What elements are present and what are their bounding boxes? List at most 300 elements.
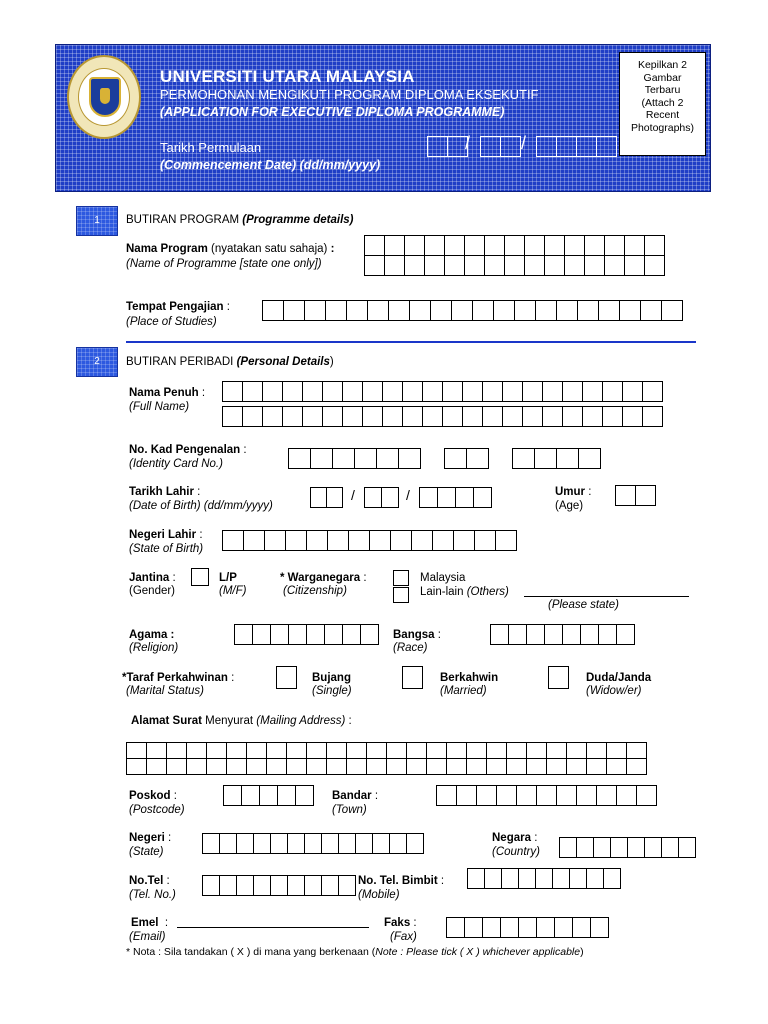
char-box[interactable]	[236, 875, 254, 896]
char-box[interactable]	[327, 530, 349, 551]
char-box[interactable]	[446, 742, 467, 759]
ic-number-part-2[interactable]	[444, 448, 488, 469]
char-box[interactable]	[490, 624, 509, 645]
char-box[interactable]	[252, 624, 271, 645]
char-box[interactable]	[635, 485, 656, 506]
char-box[interactable]	[619, 300, 641, 321]
char-box[interactable]	[277, 785, 296, 806]
char-box[interactable]	[372, 833, 390, 854]
place-of-study-boxes[interactable]	[262, 300, 682, 321]
char-box[interactable]	[642, 381, 663, 402]
char-box[interactable]	[146, 742, 167, 759]
char-box[interactable]	[382, 406, 403, 427]
char-box[interactable]	[422, 406, 443, 427]
char-box[interactable]	[466, 448, 489, 469]
char-box[interactable]	[464, 235, 485, 256]
dob-year-boxes[interactable]	[419, 487, 491, 508]
char-box[interactable]	[342, 381, 363, 402]
char-box[interactable]	[562, 624, 581, 645]
char-box[interactable]	[390, 530, 412, 551]
char-box[interactable]	[402, 381, 423, 402]
char-box[interactable]	[366, 758, 387, 775]
char-box[interactable]	[398, 448, 421, 469]
char-box[interactable]	[404, 255, 425, 276]
char-box[interactable]	[622, 381, 643, 402]
char-box[interactable]	[262, 381, 283, 402]
char-box[interactable]	[506, 758, 527, 775]
char-box[interactable]	[270, 624, 289, 645]
char-box[interactable]	[288, 448, 311, 469]
char-box[interactable]	[644, 837, 662, 858]
commencement-day-boxes[interactable]	[427, 136, 467, 157]
address-row-2[interactable]	[126, 758, 646, 775]
char-box[interactable]	[578, 448, 601, 469]
char-box[interactable]	[546, 742, 567, 759]
char-box[interactable]	[326, 758, 347, 775]
char-box[interactable]	[474, 530, 496, 551]
char-box[interactable]	[569, 868, 587, 889]
char-box[interactable]	[202, 875, 220, 896]
country-boxes[interactable]	[559, 837, 695, 858]
char-box[interactable]	[321, 833, 339, 854]
char-box[interactable]	[437, 487, 456, 508]
char-box[interactable]	[322, 381, 343, 402]
char-box[interactable]	[386, 758, 407, 775]
char-box[interactable]	[473, 487, 492, 508]
char-box[interactable]	[562, 381, 583, 402]
char-box[interactable]	[582, 381, 603, 402]
char-box[interactable]	[482, 381, 503, 402]
age-boxes[interactable]	[615, 485, 655, 506]
dob-day-boxes[interactable]	[310, 487, 342, 508]
char-box[interactable]	[524, 255, 545, 276]
char-box[interactable]	[246, 758, 267, 775]
char-box[interactable]	[436, 785, 457, 806]
char-box[interactable]	[367, 300, 389, 321]
birth-state-boxes[interactable]	[222, 530, 516, 551]
char-box[interactable]	[466, 758, 487, 775]
char-box[interactable]	[270, 833, 288, 854]
char-box[interactable]	[223, 785, 242, 806]
char-box[interactable]	[402, 406, 423, 427]
char-box[interactable]	[566, 758, 587, 775]
programme-row-2[interactable]	[364, 255, 664, 276]
char-box[interactable]	[524, 235, 545, 256]
char-box[interactable]	[242, 381, 263, 402]
char-box[interactable]	[222, 381, 243, 402]
char-box[interactable]	[544, 255, 565, 276]
char-box[interactable]	[362, 406, 383, 427]
full-name-row-2[interactable]	[222, 406, 662, 427]
dob-month-boxes[interactable]	[364, 487, 398, 508]
full-name-row-1[interactable]	[222, 381, 662, 402]
char-box[interactable]	[586, 758, 607, 775]
char-box[interactable]	[325, 300, 347, 321]
char-box[interactable]	[126, 758, 147, 775]
char-box[interactable]	[484, 868, 502, 889]
char-box[interactable]	[306, 758, 327, 775]
char-box[interactable]	[586, 868, 604, 889]
char-box[interactable]	[604, 235, 625, 256]
char-box[interactable]	[206, 742, 227, 759]
citizenship-malaysia-checkbox[interactable]	[393, 570, 409, 586]
char-box[interactable]	[542, 381, 563, 402]
char-box[interactable]	[593, 837, 611, 858]
char-box[interactable]	[338, 875, 356, 896]
char-box[interactable]	[526, 624, 545, 645]
char-box[interactable]	[577, 300, 599, 321]
char-box[interactable]	[226, 742, 247, 759]
char-box[interactable]	[346, 758, 367, 775]
char-box[interactable]	[287, 833, 305, 854]
char-box[interactable]	[495, 530, 517, 551]
char-box[interactable]	[444, 235, 465, 256]
char-box[interactable]	[493, 300, 515, 321]
char-box[interactable]	[482, 917, 501, 938]
char-box[interactable]	[286, 758, 307, 775]
address-row-1[interactable]	[126, 742, 646, 759]
char-box[interactable]	[482, 406, 503, 427]
char-box[interactable]	[364, 255, 385, 276]
char-box[interactable]	[535, 868, 553, 889]
married-checkbox[interactable]	[402, 666, 423, 689]
char-box[interactable]	[446, 758, 467, 775]
char-box[interactable]	[310, 448, 333, 469]
char-box[interactable]	[322, 406, 343, 427]
char-box[interactable]	[640, 300, 662, 321]
ic-number-part-1[interactable]	[288, 448, 420, 469]
char-box[interactable]	[234, 624, 253, 645]
char-box[interactable]	[424, 235, 445, 256]
char-box[interactable]	[295, 785, 314, 806]
char-box[interactable]	[615, 485, 636, 506]
char-box[interactable]	[556, 785, 577, 806]
char-box[interactable]	[603, 868, 621, 889]
char-box[interactable]	[604, 255, 625, 276]
char-box[interactable]	[166, 742, 187, 759]
char-box[interactable]	[580, 624, 599, 645]
char-box[interactable]	[586, 742, 607, 759]
char-box[interactable]	[536, 785, 557, 806]
char-box[interactable]	[286, 742, 307, 759]
char-box[interactable]	[241, 785, 260, 806]
char-box[interactable]	[382, 381, 403, 402]
char-box[interactable]	[246, 742, 267, 759]
char-box[interactable]	[506, 742, 527, 759]
char-box[interactable]	[484, 255, 505, 276]
char-box[interactable]	[464, 255, 485, 276]
char-box[interactable]	[472, 300, 494, 321]
char-box[interactable]	[326, 487, 343, 508]
char-box[interactable]	[324, 624, 343, 645]
ic-number-part-3[interactable]	[512, 448, 600, 469]
char-box[interactable]	[376, 448, 399, 469]
char-box[interactable]	[556, 300, 578, 321]
char-box[interactable]	[536, 917, 555, 938]
char-box[interactable]	[598, 300, 620, 321]
char-box[interactable]	[222, 530, 244, 551]
char-box[interactable]	[348, 530, 370, 551]
char-box[interactable]	[432, 530, 454, 551]
char-box[interactable]	[442, 406, 463, 427]
char-box[interactable]	[526, 742, 547, 759]
char-box[interactable]	[464, 917, 483, 938]
char-box[interactable]	[236, 833, 254, 854]
town-boxes[interactable]	[436, 785, 656, 806]
char-box[interactable]	[444, 448, 467, 469]
char-box[interactable]	[564, 255, 585, 276]
char-box[interactable]	[409, 300, 431, 321]
char-box[interactable]	[616, 624, 635, 645]
char-box[interactable]	[624, 235, 645, 256]
char-box[interactable]	[661, 300, 683, 321]
char-box[interactable]	[386, 742, 407, 759]
char-box[interactable]	[466, 742, 487, 759]
char-box[interactable]	[406, 742, 427, 759]
char-box[interactable]	[366, 742, 387, 759]
char-box[interactable]	[602, 406, 623, 427]
char-box[interactable]	[406, 833, 424, 854]
char-box[interactable]	[430, 300, 452, 321]
gender-option: L/P	[219, 572, 237, 584]
char-box[interactable]	[266, 742, 287, 759]
char-box[interactable]	[576, 837, 594, 858]
char-box[interactable]	[584, 235, 605, 256]
char-box[interactable]	[222, 406, 243, 427]
char-box[interactable]	[253, 875, 271, 896]
char-box[interactable]	[501, 868, 519, 889]
char-box[interactable]	[186, 742, 207, 759]
char-box[interactable]	[444, 255, 465, 276]
char-box[interactable]	[504, 255, 525, 276]
form-header	[55, 44, 711, 192]
char-box[interactable]	[644, 235, 665, 256]
char-box[interactable]	[146, 758, 167, 775]
char-box[interactable]	[355, 833, 373, 854]
char-box[interactable]	[590, 917, 609, 938]
char-box[interactable]	[360, 624, 379, 645]
char-box[interactable]	[346, 742, 367, 759]
char-box[interactable]	[598, 624, 617, 645]
char-box[interactable]	[535, 300, 557, 321]
char-box[interactable]	[566, 742, 587, 759]
char-box[interactable]	[388, 300, 410, 321]
char-box[interactable]	[219, 875, 237, 896]
citizenship-others-checkbox[interactable]	[393, 587, 409, 603]
char-box[interactable]	[504, 235, 525, 256]
char-box[interactable]	[606, 758, 627, 775]
char-box[interactable]	[486, 758, 507, 775]
commencement-month-boxes[interactable]	[480, 136, 520, 157]
char-box[interactable]	[500, 917, 519, 938]
char-box[interactable]	[287, 875, 305, 896]
char-box[interactable]	[622, 406, 643, 427]
char-box[interactable]	[442, 381, 463, 402]
char-box[interactable]	[243, 530, 265, 551]
char-box[interactable]	[406, 758, 427, 775]
char-box[interactable]	[288, 624, 307, 645]
char-box[interactable]	[584, 255, 605, 276]
char-box[interactable]	[542, 406, 563, 427]
char-box[interactable]	[554, 917, 573, 938]
char-box[interactable]	[219, 833, 237, 854]
char-box[interactable]	[624, 255, 645, 276]
char-box[interactable]	[346, 300, 368, 321]
char-box[interactable]	[462, 406, 483, 427]
char-box[interactable]	[242, 406, 263, 427]
char-box[interactable]	[270, 875, 288, 896]
char-box[interactable]	[516, 785, 537, 806]
programme-row-1[interactable]	[364, 235, 664, 256]
char-box[interactable]	[508, 624, 527, 645]
char-box[interactable]	[522, 406, 543, 427]
char-box[interactable]	[253, 833, 271, 854]
char-box[interactable]	[404, 235, 425, 256]
char-box[interactable]	[424, 255, 445, 276]
char-box[interactable]	[364, 487, 382, 508]
char-box[interactable]	[518, 868, 536, 889]
char-box[interactable]	[310, 487, 327, 508]
char-box[interactable]	[342, 406, 363, 427]
char-box[interactable]	[512, 448, 535, 469]
char-box[interactable]	[562, 406, 583, 427]
char-box[interactable]	[552, 868, 570, 889]
char-box[interactable]	[606, 742, 627, 759]
char-box[interactable]	[326, 742, 347, 759]
char-box[interactable]	[426, 742, 447, 759]
state-boxes[interactable]	[202, 833, 423, 854]
char-box[interactable]	[502, 381, 523, 402]
char-box[interactable]	[446, 917, 465, 938]
char-box[interactable]	[576, 785, 597, 806]
char-box[interactable]	[526, 758, 547, 775]
char-box[interactable]	[226, 758, 247, 775]
char-box[interactable]	[262, 300, 284, 321]
char-box[interactable]	[582, 406, 603, 427]
char-box[interactable]	[678, 837, 696, 858]
char-box[interactable]	[627, 837, 645, 858]
char-box[interactable]	[384, 255, 405, 276]
char-box[interactable]	[384, 235, 405, 256]
char-box[interactable]	[572, 917, 591, 938]
char-box[interactable]	[453, 530, 475, 551]
char-box[interactable]	[338, 833, 356, 854]
char-box[interactable]	[534, 448, 557, 469]
char-box[interactable]	[610, 837, 628, 858]
char-box[interactable]	[616, 785, 637, 806]
char-box[interactable]	[451, 300, 473, 321]
char-box[interactable]	[422, 381, 443, 402]
char-box[interactable]	[186, 758, 207, 775]
char-box[interactable]	[306, 624, 325, 645]
char-box[interactable]	[476, 785, 497, 806]
char-box[interactable]	[206, 758, 227, 775]
char-box[interactable]	[556, 448, 579, 469]
char-box[interactable]	[486, 742, 507, 759]
char-box[interactable]	[266, 758, 287, 775]
char-box[interactable]	[342, 624, 361, 645]
char-box[interactable]	[626, 742, 647, 759]
email-field[interactable]	[177, 927, 369, 928]
char-box[interactable]	[456, 785, 477, 806]
char-box[interactable]	[602, 381, 623, 402]
char-box[interactable]	[302, 381, 323, 402]
single-checkbox[interactable]	[276, 666, 297, 689]
char-box[interactable]	[411, 530, 433, 551]
char-box[interactable]	[381, 487, 399, 508]
widow-checkbox[interactable]	[548, 666, 569, 689]
char-box[interactable]	[514, 300, 536, 321]
char-box[interactable]	[484, 235, 505, 256]
char-box[interactable]	[259, 785, 278, 806]
gender-checkbox[interactable]	[191, 568, 209, 586]
char-box[interactable]	[522, 381, 543, 402]
char-box[interactable]	[626, 758, 647, 775]
char-box[interactable]	[304, 300, 326, 321]
char-box[interactable]	[502, 406, 523, 427]
char-box[interactable]	[426, 758, 447, 775]
char-box[interactable]	[362, 381, 383, 402]
fax-boxes[interactable]	[446, 917, 608, 938]
char-box[interactable]	[302, 406, 323, 427]
char-box[interactable]	[419, 487, 438, 508]
char-box[interactable]	[642, 406, 663, 427]
char-box[interactable]	[262, 406, 283, 427]
char-box[interactable]	[596, 785, 617, 806]
char-box[interactable]	[166, 758, 187, 775]
char-box[interactable]	[559, 837, 577, 858]
tel-boxes[interactable]	[202, 875, 355, 896]
char-box[interactable]	[661, 837, 679, 858]
char-box[interactable]	[546, 758, 567, 775]
citizenship-other-field[interactable]	[524, 596, 689, 597]
char-box[interactable]	[304, 875, 322, 896]
char-box[interactable]	[564, 235, 585, 256]
ic-number-english: (Identity Card No.)	[129, 458, 223, 470]
char-box[interactable]	[364, 235, 385, 256]
char-box[interactable]	[544, 235, 565, 256]
char-box[interactable]	[636, 785, 657, 806]
char-box[interactable]	[354, 448, 377, 469]
char-box[interactable]	[467, 868, 485, 889]
char-box[interactable]	[285, 530, 307, 551]
char-box[interactable]	[332, 448, 355, 469]
char-box[interactable]	[321, 875, 339, 896]
commencement-year-boxes[interactable]	[536, 136, 616, 157]
char-box[interactable]	[306, 742, 327, 759]
char-box[interactable]	[455, 487, 474, 508]
char-box[interactable]	[496, 785, 517, 806]
char-box[interactable]	[306, 530, 328, 551]
char-box[interactable]	[282, 406, 303, 427]
char-box[interactable]	[389, 833, 407, 854]
postcode-boxes[interactable]	[223, 785, 313, 806]
char-box[interactable]	[264, 530, 286, 551]
race-boxes[interactable]	[490, 624, 634, 645]
char-box[interactable]	[304, 833, 322, 854]
char-box[interactable]	[544, 624, 563, 645]
religion-boxes[interactable]	[234, 624, 378, 645]
char-box[interactable]	[126, 742, 147, 759]
char-box[interactable]	[283, 300, 305, 321]
char-box[interactable]	[202, 833, 220, 854]
char-box[interactable]	[518, 917, 537, 938]
char-box[interactable]	[644, 255, 665, 276]
char-box[interactable]	[462, 381, 483, 402]
mobile-boxes[interactable]	[467, 868, 620, 889]
char-box[interactable]	[369, 530, 391, 551]
char-box[interactable]	[282, 381, 303, 402]
